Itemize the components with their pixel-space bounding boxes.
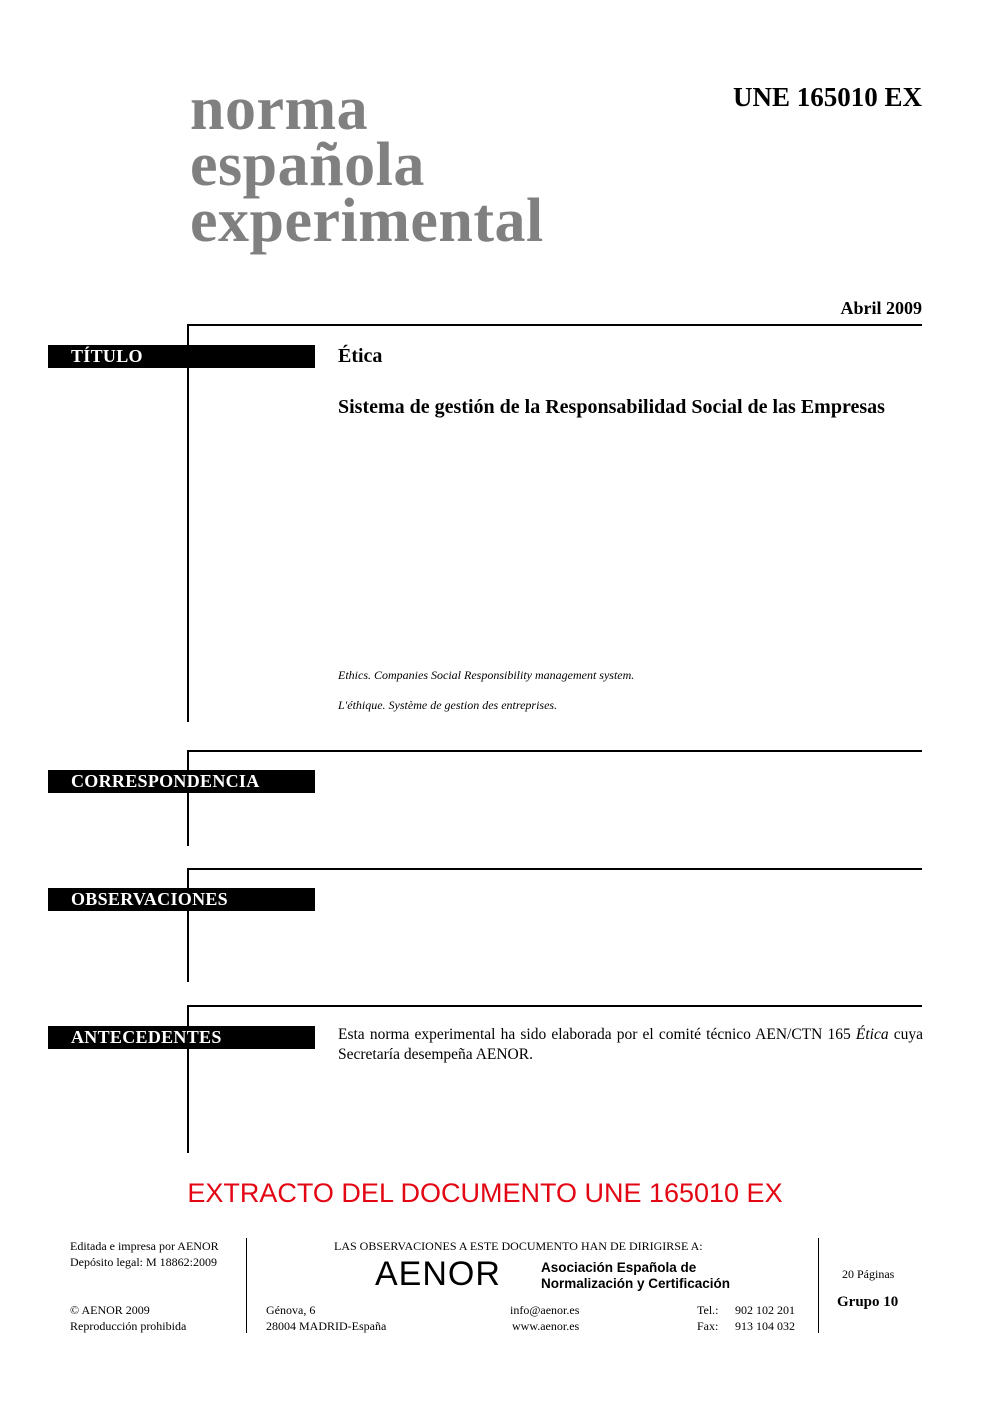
translation-english: Ethics. Companies Social Responsibility management system. [338, 668, 635, 682]
section-vertical-observaciones [187, 868, 189, 982]
footer-fax-value: 913 104 032 [735, 1319, 795, 1333]
label-titulo: TÍTULO [48, 345, 315, 368]
footer-observations-notice: LAS OBSERVACIONES A ESTE DOCUMENTO HAN DE DIRIGIRSE A: [334, 1239, 703, 1253]
footer-address-city: 28004 MADRID-España [266, 1319, 387, 1333]
publication-date: Abril 2009 [840, 298, 922, 318]
footer-legal-deposit: Depósito legal: M 18862:2009 [70, 1255, 217, 1269]
footer-fax-label: Fax: [697, 1319, 719, 1333]
label-antecedentes: ANTECEDENTES [48, 1026, 315, 1049]
footer-reproduction: Reproducción prohibida [70, 1319, 187, 1333]
committee-name: Ética [855, 1026, 889, 1043]
antecedentes-text: Esta norma experimental ha sido elaborada por el comité técnico AEN/CTN 165 Ética cuya Secretaría desempeña AENOR. [338, 1026, 923, 1063]
title-main: Ética [338, 345, 383, 367]
label-correspondencia: CORRESPONDENCIA [48, 770, 315, 793]
footer-website[interactable]: www.aenor.es [512, 1319, 580, 1333]
section-divider-titulo [187, 324, 922, 326]
footer-divider-right [818, 1238, 819, 1333]
footer-copyright: © AENOR 2009 [70, 1303, 150, 1317]
standard-code: UNE 165010 EX [732, 82, 922, 112]
brand-line-1: norma [190, 75, 369, 143]
aenor-logo: AENOR [375, 1255, 501, 1293]
section-vertical-correspondencia [187, 750, 189, 846]
section-divider-antecedentes [187, 1005, 922, 1007]
footer-group: Grupo 10 [837, 1294, 899, 1310]
translation-french: L'éthique. Système de gestion des entreprises. [338, 698, 558, 712]
section-divider-observaciones [187, 868, 922, 870]
title-subtitle: Sistema de gestión de la Responsabilidad Social de las Empresas [338, 396, 885, 418]
footer-divider-left [246, 1238, 247, 1333]
footer-pages: 20 Páginas [842, 1267, 895, 1281]
footer-tel-label: Tel.: [697, 1303, 719, 1317]
footer-tel-value: 902 102 201 [735, 1303, 795, 1317]
extract-watermark: EXTRACTO DEL DOCUMENTO UNE 165010 EX [187, 1178, 783, 1208]
label-observaciones: OBSERVACIONES [48, 888, 315, 911]
brand-line-2: española [190, 131, 425, 199]
brand-line-3: experimental [190, 187, 544, 255]
footer-email[interactable]: info@aenor.es [510, 1303, 580, 1317]
footer-address-street: Génova, 6 [266, 1303, 316, 1317]
aenor-org-name: Asociación Española de Normalización y Certificación [541, 1260, 731, 1291]
section-divider-correspondencia [187, 750, 922, 752]
footer-edited-by: Editada e impresa por AENOR [70, 1239, 219, 1253]
section-vertical-titulo [187, 324, 189, 722]
